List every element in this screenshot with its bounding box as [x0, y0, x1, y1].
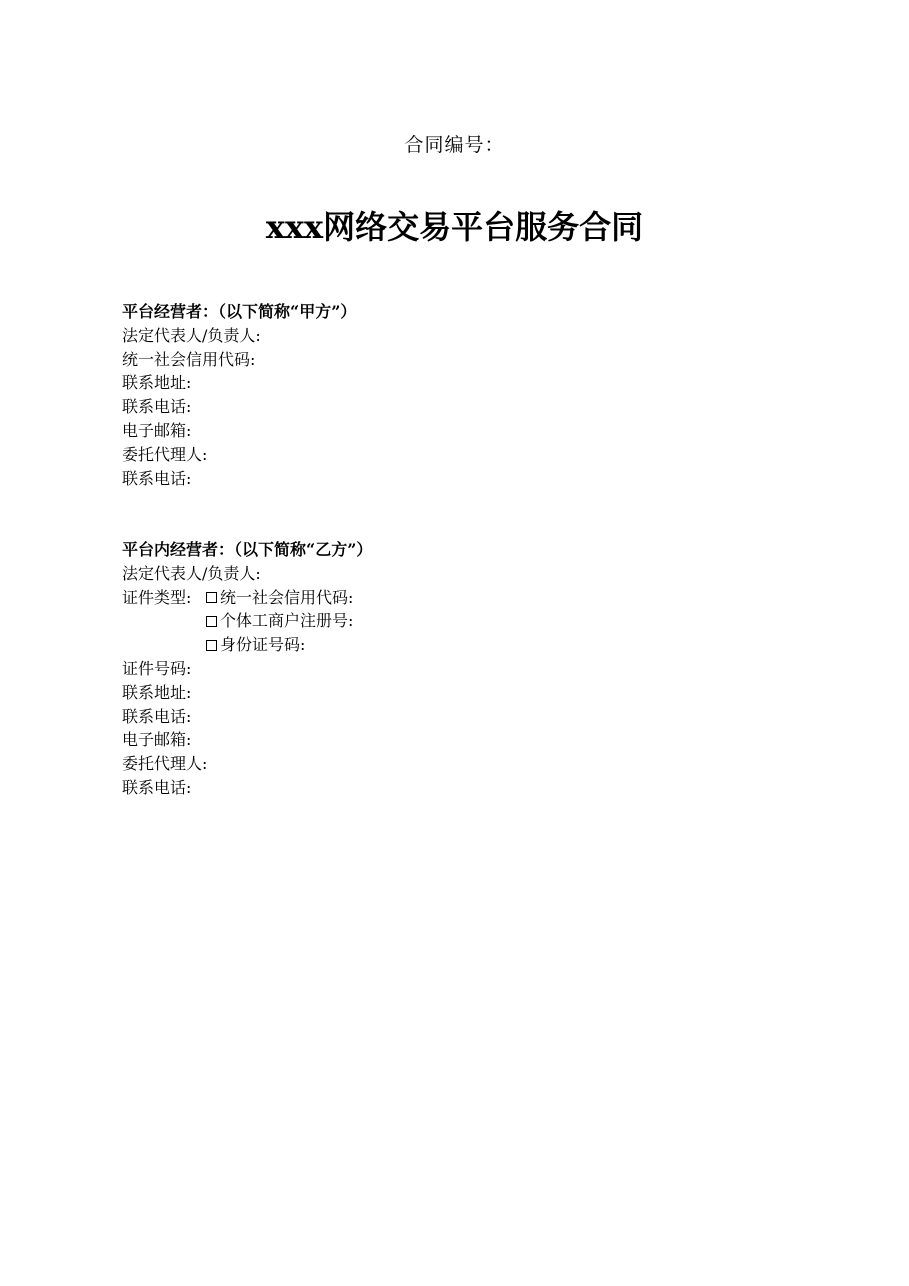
- contract-number-label: 合同编号：: [404, 134, 505, 156]
- cert-label-spacer: [122, 633, 206, 657]
- party-a-phone-field: 联系电话:: [122, 397, 192, 417]
- party-b-section: [122, 538, 822, 800]
- cert-option-label: 个体工商户注册号:: [220, 611, 354, 631]
- party-b-legal-rep-field: 法定代表人/负责人:: [122, 563, 261, 583]
- checkbox-icon: [206, 592, 217, 603]
- party-a-agent-phone-field: 联系电话:: [122, 468, 192, 488]
- cert-option-id-card: [206, 633, 305, 657]
- party-b-phone-field: 联系电话:: [122, 706, 192, 726]
- cert-label-spacer: [122, 609, 206, 633]
- party-b-cert-number-field: 证件号码:: [122, 658, 192, 678]
- cert-option-label: 统一社会信用代码:: [220, 587, 354, 607]
- cert-type-row: [122, 586, 822, 610]
- cert-type-label: 证件类型:: [122, 587, 192, 607]
- party-a-credit-code-field: 统一社会信用代码:: [122, 349, 256, 369]
- party-b-email-field: 电子邮箱:: [122, 730, 192, 750]
- checkbox-icon: [206, 640, 217, 651]
- cert-option-label: 身份证号码:: [220, 635, 306, 655]
- party-b-address-field: 联系地址:: [122, 682, 192, 702]
- cert-option-credit-code: [206, 586, 353, 610]
- party-a-heading: 平台经营者：（以下简称“甲方”）: [122, 302, 357, 321]
- party-b-agent-field: 委托代理人:: [122, 754, 208, 774]
- party-a-agent-field: 委托代理人:: [122, 444, 208, 464]
- cert-option-business-reg: [206, 609, 353, 633]
- cert-type-row: [122, 609, 822, 633]
- checkbox-icon: [206, 616, 217, 627]
- party-b-heading: 平台内经营者：（以下简称“乙方”）: [122, 540, 373, 559]
- party-a-legal-rep-field: 法定代表人/负责人:: [122, 325, 261, 345]
- party-a-address-field: 联系地址:: [122, 373, 192, 393]
- document-title: xxx网络交易平台服务合同: [265, 208, 644, 246]
- party-a-email-field: 电子邮箱:: [122, 420, 192, 440]
- party-b-agent-phone-field: 联系电话:: [122, 777, 192, 797]
- party-a-section: [122, 300, 822, 490]
- cert-type-row: [122, 633, 822, 657]
